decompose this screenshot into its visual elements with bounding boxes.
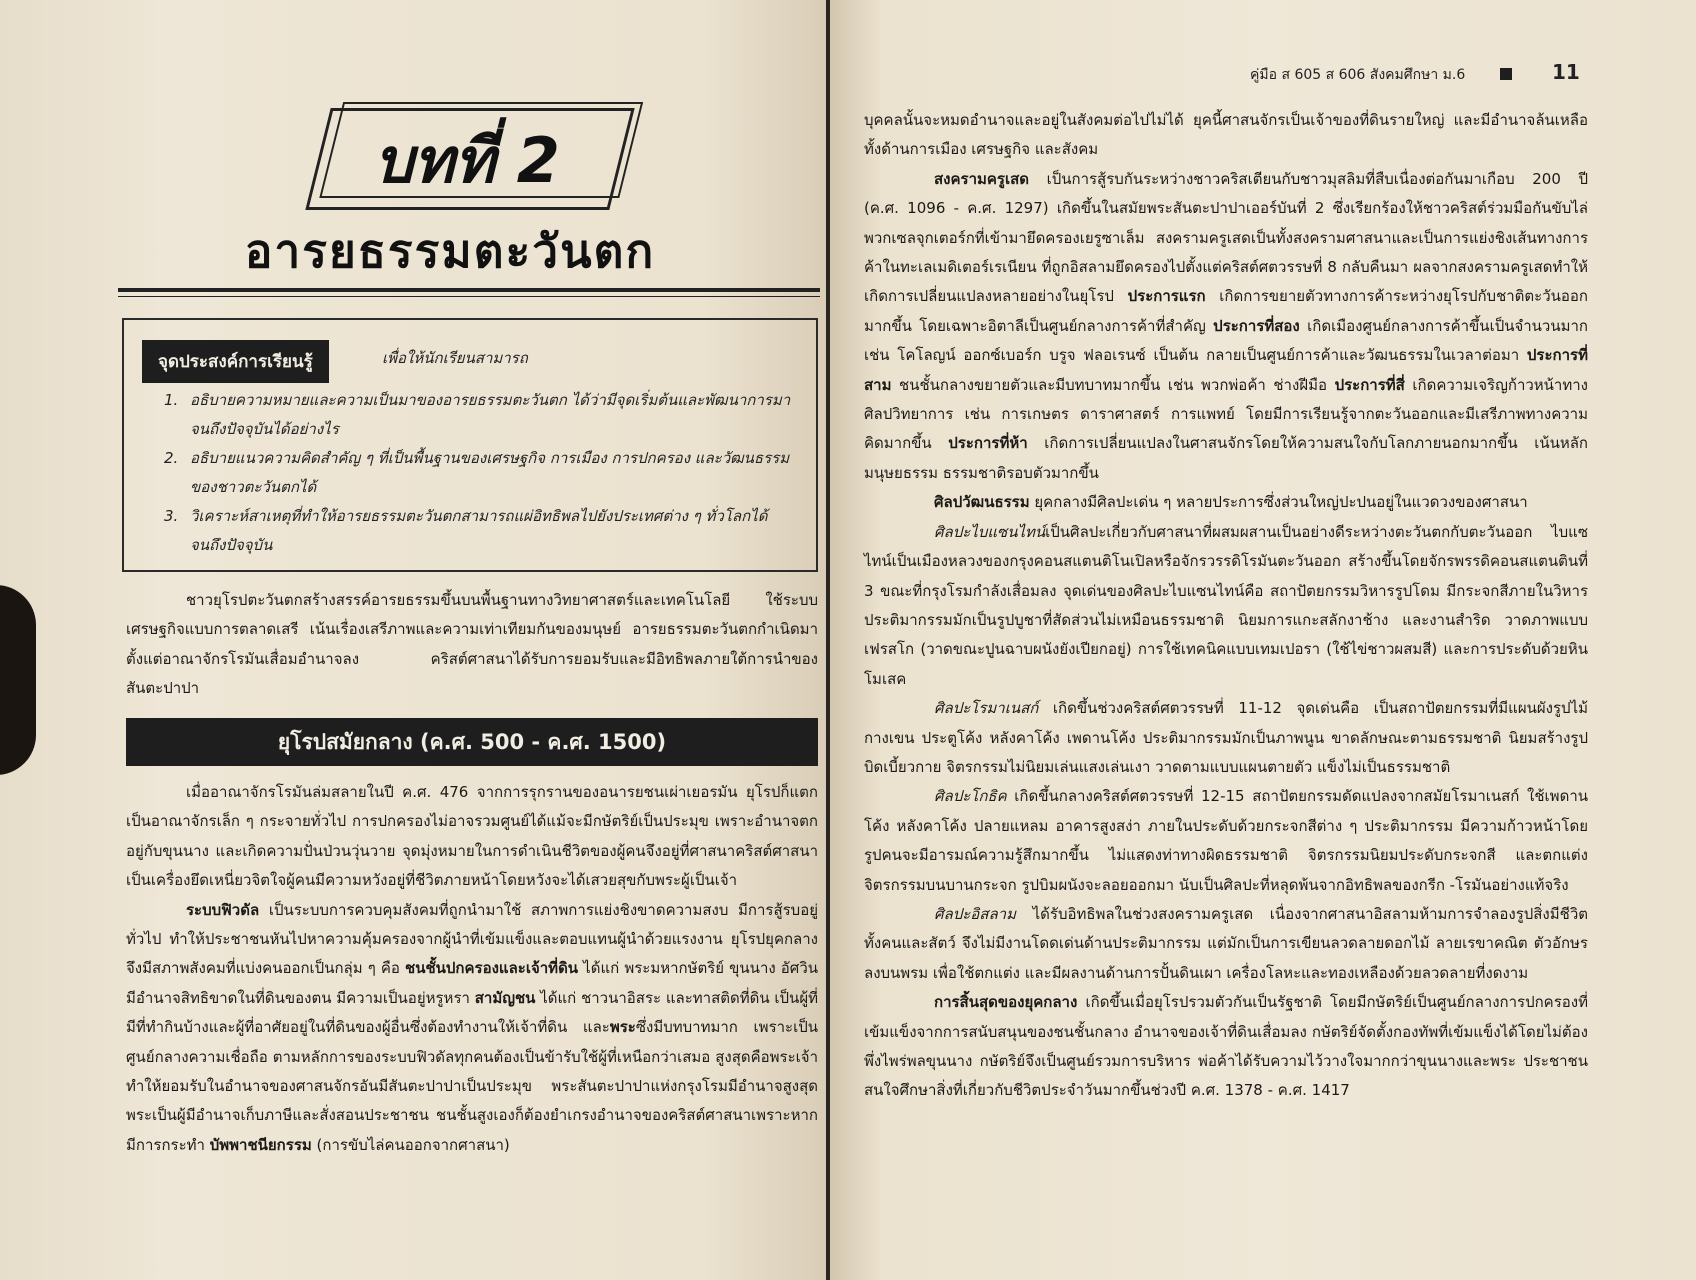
term: สงครามครูเสด <box>934 169 1029 188</box>
text-run: เป็นการสู้รบกันระหว่างชาวคริสเตียนกับชาวมุสลิมที่สืบเนื่องต่อกันมาเกือบ 200 ปี (ค.ศ. 1096 - ค.ศ. 1297) เกิดขึ้นในสมัยพระสันตะปาปาเออร์บันที่ 2 ซึ่งเรียกร้องให้ชาวคริสต์ร่วมมือกันขับไล่พวกเซลจุกเตอร์กที่เข้ามายึดครองเยรูซาเล็ม สงครามครูเสดเป็นทั้งสงครามศาสนาและเป็นการแย่งชิงเส้นทางการค้าในทะเลเมดิเตอร์เรเนียน ที่ถูกอิสลามยึดครองไปตั้งแต่คริสต์ศตวรรษที่ 8 กลับคืนมา ผลจากสงครามครูเสดทำให้เกิดการเปลี่ยนแปลงหลายอย่างในยุโรป <box>864 169 1588 306</box>
chapter-title: อารยธรรมตะวันตก <box>244 224 656 278</box>
objectives-list <box>164 386 800 560</box>
page-number: 11 <box>1552 60 1580 84</box>
paragraph <box>864 988 1588 1106</box>
term: ประการที่สาม <box>864 346 1588 394</box>
text-run: เกิดการขยายตัวทางการค้าระหว่างยุโรปกับชาติตะวันออกมากขึ้น โดยเฉพาะอิตาลีเป็นศูนย์กลางการค้าที่สำคัญ <box>864 287 1588 335</box>
text-run: ยุคกลางมีศิลปะเด่น ๆ หลายประการซึ่งส่วนใหญ่ปะปนอยู่ในแวดวงของศาสนา <box>1029 493 1528 512</box>
objective-number: 3. <box>164 507 179 525</box>
term: ศิลปะโกธิค <box>934 787 1007 806</box>
objectives-heading: จุดประสงค์การเรียนรู้ <box>142 340 329 383</box>
term: สามัญชน <box>474 988 536 1007</box>
text-run: เป็นระบบการควบคุมสังคมที่ถูกนำมาใช้ สภาพการแย่งชิงขาดความสงบ มีการสู้รบอยู่ทั่วไป ทำให้ประชาชนหันไปหาความคุ้มครองจากผู้นำที่เข้มแข็งและตอบแทนผู้นำด้วยแรงงาน ยุโรปยุคกลางจึงมีสภาพสังคมที่แบ่งคนออกเป็นกลุ่ม ๆ คือ <box>126 900 818 978</box>
objective-item <box>164 502 800 560</box>
text-run: เกิดขึ้นเมื่อยุโรปรวมตัวกันเป็นรัฐชาติ โดยมีกษัตริย์เป็นศูนย์กลางการปกครองที่เข้มแข็งจากการสนับสนุนของชนชั้นกลาง อำนาจของเจ้าที่ดินเสื่อมลง กษัตริย์จัดตั้งกองทัพที่เข้มแข็งได้โดยไม่ต้องพึ่งไพร่พลขุนนาง กษัตริย์จึงเป็นศูนย์รวมการบริหาร พ่อค้าได้รับความไว้วางใจมากกว่าขุนนางและพระ ประชาชนสนใจศึกษาสิ่งที่เกี่ยวกับชีวิตประจำวันมากขึ้นช่วงปี ค.ศ. 1378 - ค.ศ. 1417 <box>864 993 1588 1100</box>
objective-number: 2. <box>164 449 179 467</box>
term: ศิลปะโรมาเนสก์ <box>934 699 1039 718</box>
text-run: ได้แก่ ชาวนาอิสระ และทาสติดที่ดิน เป็นผู้ที่มีที่ทำกินบ้างและผู้ที่อาศัยอยู่ในที่ดินของผู้อื่นซึ่งต้องทำงานให้เจ้าที่ดิน และ <box>126 988 818 1037</box>
text-run: ได้แก่ พระมหากษัตริย์ ขุนนาง อัศวิน มีอำนาจสิทธิขาดในที่ดินของตน มีความเป็นอยู่หรูหรา <box>126 959 818 1007</box>
term: ประการที่สี่ <box>1334 375 1405 394</box>
term: พระ <box>609 1018 636 1037</box>
text-run: เกิดความเจริญก้าวหน้าทางศิลปวิทยาการ เช่น การเกษตร ดาราศาสตร์ การแพทย์ โดยมีการเรียนรู้จากตะวันออกและมีเสรีภาพทางความคิดมากขึ้น <box>864 375 1588 453</box>
text-run: เกิดขึ้นช่วงคริสต์ศตวรรษที่ 11-12 จุดเด่นคือ เป็นสถาปัตยกรรมที่มีแผนผังรูปไม้กางเขน ประตูโค้ง หลังคาโค้ง เพดานโค้ง ประติมากรรมมักเป็นภาพนูน ขาดลักษณะตามธรรมชาติ นิยมสร้างรูปบิดเบี้ยวกาย จิตรกรรมไม่นิยมเล่นแสงเล่นเงา วาดตามแบบแผนตายตัว แข็งไม่เป็นธรรมชาติ <box>864 699 1588 776</box>
objective-text: วิเคราะห์สาเหตุที่ทำให้อารยธรรมตะวันตกสามารถแผ่อิทธิพลไปยังประเทศต่าง ๆ ทั่วโลกได้จนถึงปัจจุบัน <box>190 507 768 554</box>
left-page <box>0 0 826 1280</box>
paragraph: เมื่ออาณาจักรโรมันล่มสลายในปี ค.ศ. 476 จากการรุกรานของอนารยชนเผ่าเยอรมัน ยุโรปก็แตกเป็นอาณาจักรเล็ก ๆ กระจายทั่วไป การปกครองไม่อาจรวมศูนย์ได้แม้จะมีกษัตริย์เป็นประมุข เพราะอำนาจตกอยู่กับขุนนาง และเกิดความปั่นป่วนวุ่นวาย จุดมุ่งหมายในการดำเนินชีวิตของผู้คนจึงอยู่ที่ศาสนาคริสต์ศาสนาเป็นเครื่องยึดเหนี่ยวจิตใจผู้คนมีความหวังอยู่ที่ชีวิตภายหน้าโดยหวังจะได้เสวยสุขกับพระผู้เป็นเจ้า <box>126 783 818 890</box>
running-header: คู่มือ ส 605 ส 606 สังคมศึกษา ม.6 <box>1250 67 1466 83</box>
header-square <box>1500 68 1512 80</box>
term: ศิลปะอิสลาม <box>934 904 1016 923</box>
intro-paragraph: ชาวยุโรปตะวันตกสร้างสรรค์อารยธรรมขึ้นบนพื้นฐานทางวิทยาศาสตร์และเทคโนโลยี ใช้ระบบเศรษฐกิจแบบการตลาดเสรี เน้นเรื่องเสรีภาพและความเท่าเทียมกันของมนุษย์ อารยธรรมตะวันตกกำเนิดมาตั้งแต่อาณาจักรโรมันเสื่อมอำนาจลง คริสต์ศาสนาได้รับการยอมรับและมีอิทธิพลภายใต้การนำของสันตะปาปา <box>126 591 818 698</box>
text-run: ได้รับอิทธิพลในช่วงสงครามครูเสด เนื่องจากศาสนาอิสลามห้ามการจำลองรูปสิ่งมีชีวิตทั้งคนและสัตว์ จึงไม่มีงานโดดเด่นด้านประติมากรรม แต่มักเป็นการเขียนลวดลายดอกไม้ ลายเรขาคณิต ตัวอักษรลงบนพรม เพื่อใช้ตกแต่ง และมีผลงานด้านการปั้นดินเผา เครื่องโลหะและทองเหลืองด้วยลวดลายที่งดงาม <box>864 904 1588 982</box>
text-run: (การขับไล่คนออกจากศาสนา) <box>311 1135 510 1154</box>
text-run: ชนชั้นกลางขยายตัวและมีบทบาทมากขึ้น เช่น พวกพ่อค้า ช่างฝีมือ <box>891 375 1335 394</box>
term: ประการที่สอง <box>1213 316 1300 335</box>
text-run: เกิดการเปลี่ยนแปลงในศาสนจักรโดยให้ความสนใจกับโลกภายนอกมากขึ้น เน้นหลักมนุษยธรรม ธรรมชาติรอบตัวมากขึ้น <box>864 434 1588 482</box>
paragraph <box>864 488 1588 517</box>
paragraph <box>864 165 1588 488</box>
term: บัพพาชนียกรรม <box>209 1135 312 1154</box>
title-rule-thick <box>118 288 820 292</box>
term: ศิลปะไบแซนไทน์ <box>934 522 1046 541</box>
paragraph <box>126 896 818 1161</box>
section-heading: ยุโรปสมัยกลาง (ค.ศ. 500 - ค.ศ. 1500) <box>126 718 818 766</box>
term: ประการที่ห้า <box>948 434 1028 453</box>
text-run: เป็นศิลปะเกี่ยวกับศาสนาที่ผสมผสานเป็นอย่างดีระหว่างตะวันตกกับตะวันออก ไบแซไทน์เป็นเมืองหลวงของกรุงคอนสแตนติโนเปิลหรือจักรวรรดิโรมันตะวันออก สร้างขึ้นโดยจักรพรรดิคอนสแตนตินที่ 3 ขณะที่กรุงโรมกำลังเสื่อมลง จุดเด่นของศิลปะไบแซนไทน์คือ สถาปัตยกรรมวิหารรูปโดม มีกระจกสีภายในวิหาร ประติมากรรมมักเป็นรูปบูชาที่สัดส่วนไม่เหมือนธรรมชาติ นิยมการแกะสลักงาช้าง และงานสำริด วาดภาพแบบเฟรสโก (วาดขณะปูนฉาบผนังยังเปียกอยู่) การใช้เทคนิคแบบเทมเปอรา (ใช้ไข่ชาวผสมสี) และการประดับด้วยหินโมเสค <box>864 522 1588 688</box>
right-body <box>864 106 1588 1106</box>
objective-text: อธิบายความหมายและความเป็นมาของอารยธรรมตะวันตก ได้ว่ามีจุดเริ่มต้นและพัฒนาการมาจนถึงปัจจุบันได้อย่างไร <box>190 391 791 438</box>
paragraph <box>864 782 1588 900</box>
paragraph: บุคคลนั้นจะหมดอำนาจและอยู่ในสังคมต่อไปไม่ได้ ยุคนี้ศาสนจักรเป็นเจ้าของที่ดินรายใหญ่ และมีอำนาจล้นเหลือ ทั้งด้านการเมือง เศรษฐกิจ และสังคม <box>864 111 1588 159</box>
title-rule-thin <box>118 296 820 297</box>
term: ศิลปวัฒนธรรม <box>934 493 1030 512</box>
term: การสิ้นสุดของยุคกลาง <box>934 993 1078 1012</box>
left-body <box>126 778 818 1160</box>
paragraph <box>864 694 1588 782</box>
paragraph <box>864 518 1588 694</box>
term: ระบบฟิวดัล <box>186 900 260 919</box>
text-run: เกิดขึ้นกลางคริสต์ศตวรรษที่ 12-15 สถาปัตยกรรมดัดแปลงจากสมัยโรมาเนสก์ ใช้เพดานโค้ง หลังคาโค้ง ปลายแหลม อาคารสูงสง่า ภายในประดับด้วยกระจกสีต่าง ๆ ประติมากรรม มีความก้าวหน้าโดยรูปคนจะมีอารมณ์ความรู้สึกมากขึ้น ไม่แสดงท่าทางผิดธรรมชาติ จิตรกรรมนิยมประดับกระจกสี และตกแต่งจิตรกรรมบนบานกระจก รูปบิมผนังจะลอยออกมา นับเป็นศิลปะที่หลุดพ้นจากอิทธิพลของกรีก -โรมันอย่างแท้จริง <box>864 787 1588 894</box>
paragraph <box>864 900 1588 988</box>
term: ประการแรก <box>1127 287 1206 306</box>
chapter-label: บทที่ 2 <box>374 124 560 197</box>
objective-item <box>164 386 800 444</box>
term: ชนชั้นปกครองและเจ้าที่ดิน <box>405 959 579 978</box>
objective-number: 1. <box>164 391 179 409</box>
binder-hole <box>0 585 36 775</box>
text-run: เกิดเมืองศูนย์กลางการค้าขึ้นเป็นจำนวนมาก เช่น โคโลญน์ ออกซ์เบอร์ก บรูจ ฟลอเรนซ์ เป็นต้น กลายเป็นศูนย์การค้าและวัฒนธรรมในเวลาต่อมา <box>864 316 1589 365</box>
text-run: ซึ่งมีบทบาทมาก เพราะเป็นศูนย์กลางความเชื่อถือ ตามหลักการของระบบฟิวดัลทุกคนต้องเป็นข้ารับใช้ผู้ที่เหนือกว่าเสมอ สูงสุดคือพระเจ้า ทำให้ยอมรับในอำนาจของศาสนจักรอันมีสันตะปาปาเป็นประมุข พระสันตะปาปาแห่งกรุงโรมมีอำนาจสูงสุด พระเป็นผู้มีอำนาจเก็บภาษีและสั่งสอนประชาชน ชนชั้นสูงเองก็ต้องยำเกรงอำนาจของคริสต์ศาสนาเพราะหากมีการกระทำ <box>126 1018 819 1154</box>
objectives-intro: เพื่อให้นักเรียนสามารถ <box>382 349 528 367</box>
objective-item <box>164 444 800 502</box>
objective-text: อธิบายแนวความคิดสำคัญ ๆ ที่เป็นพื้นฐานของเศรษฐกิจ การเมือง การปกครอง และวัฒนธรรมของชาวตะวันตกได้ <box>190 449 790 496</box>
